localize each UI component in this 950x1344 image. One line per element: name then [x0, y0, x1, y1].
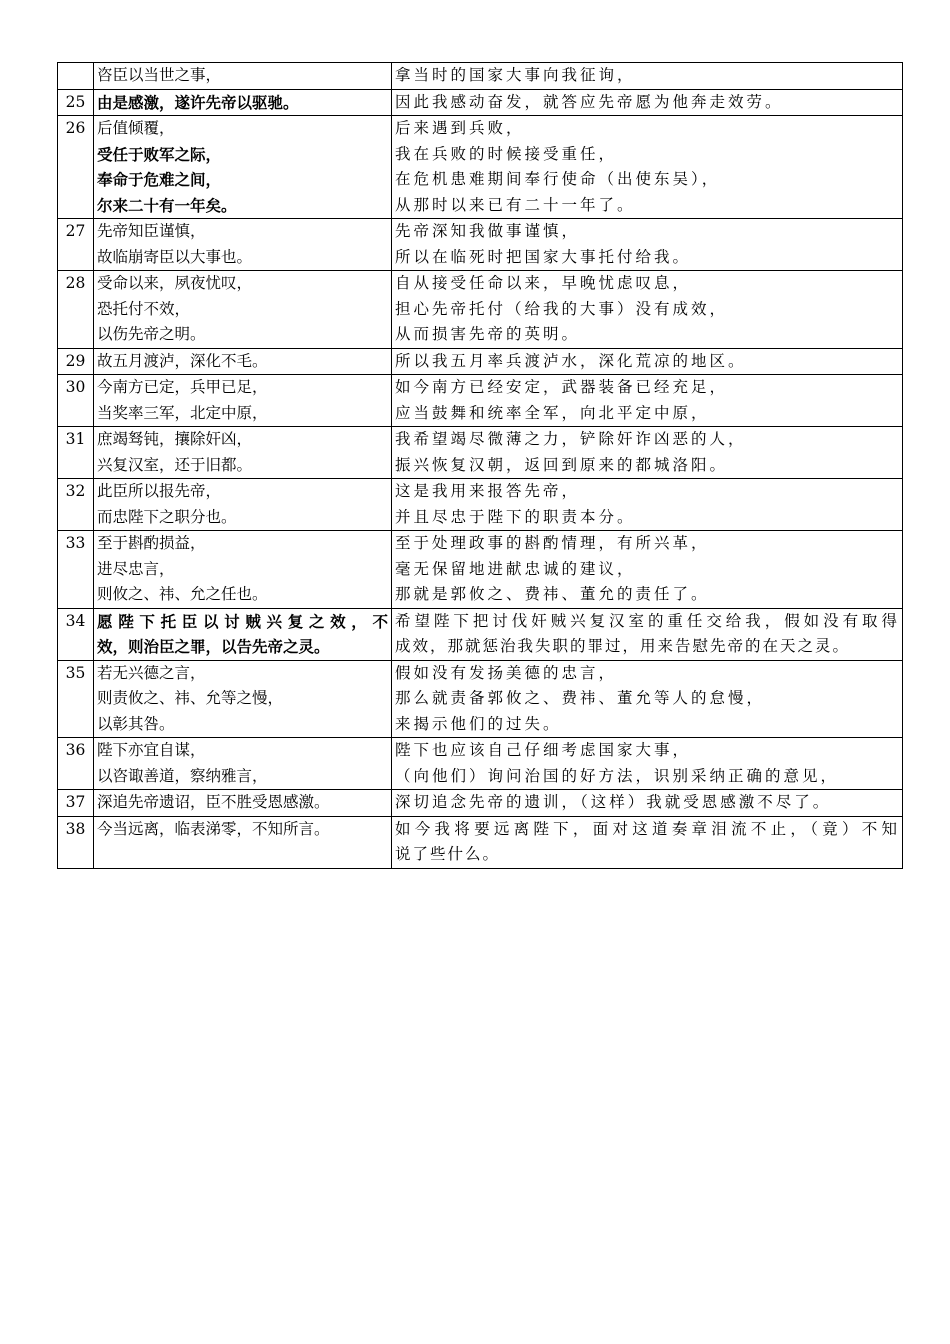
- sentence-number: 27: [58, 219, 94, 271]
- translation-text-line: 应当鼓舞和统率全军，向北平定中原，: [395, 403, 710, 422]
- original-text-line: 由是感激，遂许先帝以驱驰。: [97, 92, 299, 112]
- table-row: [58, 738, 903, 790]
- original-text-line: 后值倾覆，: [97, 119, 175, 137]
- sentence-number: 26: [58, 116, 94, 219]
- sentence-number: 36: [58, 738, 94, 790]
- translation-text-line: 自从接受任命以来，早晚忧虑叹息，: [395, 274, 692, 292]
- original-text-cell: [94, 219, 392, 271]
- translation-text-line: 假如没有发扬美德的忠言，: [395, 663, 618, 682]
- translation-text-line: 至于处理政事的斟酌情理，有所兴革，: [395, 534, 710, 552]
- original-text-cell: [94, 89, 392, 116]
- translation-text-line: 从而损害先帝的英明。: [395, 325, 581, 343]
- original-text-line: 故临崩寄臣以大事也。: [97, 247, 253, 266]
- table-row: [58, 608, 903, 660]
- translation-text-cell: [392, 89, 903, 116]
- translation-text-line: 希望陛下把讨伐奸贼兴复汉室的重任交给我，假如没有取得: [395, 611, 899, 630]
- translation-text-cell: [392, 427, 903, 479]
- translation-text-line: 成效，那就惩治我失职的罪过，用来告慰先帝的在天之灵。: [395, 637, 851, 655]
- translation-text-cell: [392, 63, 903, 90]
- translation-text-line: 并且尽忠于陛下的职责本分。: [395, 507, 636, 526]
- translation-text-line: 毫无保留地进献忠诚的建议，: [395, 559, 636, 578]
- translation-text-line: 我在兵败的时候接受重任，: [395, 144, 618, 163]
- original-text-cell: [94, 375, 392, 427]
- table-row: [58, 89, 903, 116]
- sentence-number: 32: [58, 479, 94, 531]
- sentence-number: 29: [58, 348, 94, 375]
- translation-text-cell: [392, 816, 903, 868]
- table-row: [58, 116, 903, 219]
- table-row: [58, 479, 903, 531]
- original-text-line: 若无兴德之言，: [97, 663, 206, 682]
- sentence-number: 25: [58, 89, 94, 116]
- translation-text-line: 来揭示他们的过失。: [395, 714, 562, 733]
- original-text-cell: [94, 738, 392, 790]
- translation-text-line: 那就是郭攸之、费祎、董允的责任了。: [395, 585, 710, 603]
- original-text-line: 此臣所以报先帝，: [97, 482, 222, 500]
- sentence-number: 31: [58, 427, 94, 479]
- translation-text-line: 我希望竭尽微薄之力，铲除奸诈凶恶的人，: [395, 430, 747, 448]
- translation-text-cell: [392, 348, 903, 375]
- original-text-line: 陛下亦宜自谋，: [97, 741, 206, 759]
- translation-text-line: 所以我五月率兵渡泸水，深化荒凉的地区。: [395, 351, 747, 370]
- translation-text-line: 在危机患难期间奉行使命（出使东吴），: [395, 170, 721, 188]
- original-text-line: 则攸之、祎、允之任也。: [97, 585, 268, 603]
- original-text-line: 恐托付不效，: [97, 299, 191, 318]
- table-row: [58, 271, 903, 349]
- translation-text-line: 因此我感动奋发，就答应先帝愿为他奔走效劳。: [395, 92, 784, 111]
- sentence-number: 38: [58, 816, 94, 868]
- translation-text-line: 振兴恢复汉朝，返回到原来的都城洛阳。: [395, 455, 729, 474]
- original-text-line: 今当远离，临表涕零，不知所言。: [97, 819, 330, 838]
- original-text-cell: [94, 271, 392, 349]
- original-text-line: 受任于败军之际，: [97, 144, 222, 164]
- original-text-line: 至于斟酌损益，: [97, 534, 206, 552]
- original-text-cell: [94, 660, 392, 738]
- table-body: [58, 63, 903, 869]
- translation-text-cell: [392, 116, 903, 219]
- translation-text-line: 担心先帝托付（给我的大事）没有成效，: [395, 299, 729, 318]
- original-text-line: 则责攸之、祎、允等之慢，: [97, 689, 284, 707]
- table-row: [58, 427, 903, 479]
- table-row: [58, 63, 903, 90]
- table-row: [58, 816, 903, 868]
- translation-text-cell: [392, 608, 903, 660]
- translation-text-line: 说了些什么。: [395, 845, 501, 863]
- translation-text-line: 先帝深知我做事谨慎，: [395, 222, 581, 240]
- original-text-line: 进尽忠言，: [97, 559, 175, 578]
- translation-text-line: 后来遇到兵败，: [395, 119, 525, 137]
- original-text-cell: [94, 63, 392, 90]
- original-text-cell: [94, 790, 392, 817]
- original-text-line: 效，则治臣之罪，以告先帝之灵。: [97, 637, 330, 656]
- translation-text-line: 如今我将要远离陛下，面对这道奏章泪流不止，（竟）不知: [395, 819, 899, 838]
- original-text-line: 受命以来，夙夜忧叹，: [97, 274, 253, 292]
- translation-text-cell: [392, 219, 903, 271]
- translation-text-line: 所以在临死时把国家大事托付给我。: [395, 247, 692, 266]
- sentence-number: 34: [58, 608, 94, 660]
- table-row: [58, 531, 903, 609]
- translation-text-line: 拿当时的国家大事向我征询，: [395, 66, 636, 84]
- translation-text-cell: [392, 738, 903, 790]
- sentence-number: [58, 63, 94, 90]
- table-row: [58, 790, 903, 817]
- translation-text-line: 从那时以来已有二十一年了。: [395, 195, 636, 214]
- sentence-number: 37: [58, 790, 94, 817]
- original-text-line: 当奖率三军，北定中原，: [97, 403, 268, 422]
- original-text-line: 以彰其咎。: [97, 714, 175, 733]
- table-row: [58, 219, 903, 271]
- original-text-cell: [94, 427, 392, 479]
- original-text-line: 今南方已定，兵甲已足，: [97, 378, 268, 396]
- translation-text-line: 如今南方已经安定，武器装备已经充足，: [395, 378, 729, 396]
- translation-text-line: 陛下也应该自己仔细考虑国家大事，: [395, 741, 692, 759]
- table-row: [58, 660, 903, 738]
- translation-text-cell: [392, 375, 903, 427]
- original-text-line: 咨臣以当世之事，: [97, 66, 222, 84]
- original-text-line: 奉命于危难之间，: [97, 170, 222, 189]
- table-row: [58, 375, 903, 427]
- translation-table: [57, 62, 903, 869]
- translation-text-line: 那么就责备郭攸之、费祎、董允等人的怠慢，: [395, 689, 766, 707]
- translation-text-cell: [392, 479, 903, 531]
- original-text-line: 先帝知臣谨慎，: [97, 222, 206, 240]
- translation-text-line: 深切追念先帝的遗训，（这样）我就受恩感激不尽了。: [395, 793, 832, 811]
- table-row: [58, 348, 903, 375]
- original-text-line: 愿陛下托臣以讨贼兴复之效，不: [97, 611, 388, 631]
- original-text-line: 兴复汉室，还于旧都。: [97, 455, 253, 474]
- translation-text-cell: [392, 790, 903, 817]
- original-text-line: 庶竭驽钝，攘除奸凶，: [97, 430, 253, 448]
- original-text-cell: [94, 116, 392, 219]
- translation-text-cell: [392, 271, 903, 349]
- original-text-cell: [94, 479, 392, 531]
- original-text-cell: [94, 531, 392, 609]
- sentence-number: 33: [58, 531, 94, 609]
- original-text-line: 尔来二十有一年矣。: [97, 195, 237, 215]
- original-text-cell: [94, 348, 392, 375]
- translation-text-line: （向他们）询问治国的好方法，识别采纳正确的意见，: [395, 766, 840, 785]
- original-text-line: 而忠陛下之职分也。: [97, 507, 237, 526]
- translation-text-cell: [392, 531, 903, 609]
- original-text-line: 故五月渡泸，深化不毛。: [97, 351, 268, 370]
- sentence-number: 35: [58, 660, 94, 738]
- sentence-number: 30: [58, 375, 94, 427]
- original-text-line: 以咨诹善道，察纳雅言，: [97, 766, 268, 785]
- original-text-line: 深追先帝遗诏，臣不胜受恩感激。: [97, 793, 330, 811]
- original-text-line: 以伤先帝之明。: [97, 325, 206, 343]
- translation-text-cell: [392, 660, 903, 738]
- original-text-cell: [94, 608, 392, 660]
- original-text-cell: [94, 816, 392, 868]
- sentence-number: 28: [58, 271, 94, 349]
- translation-text-line: 这是我用来报答先帝，: [395, 482, 581, 500]
